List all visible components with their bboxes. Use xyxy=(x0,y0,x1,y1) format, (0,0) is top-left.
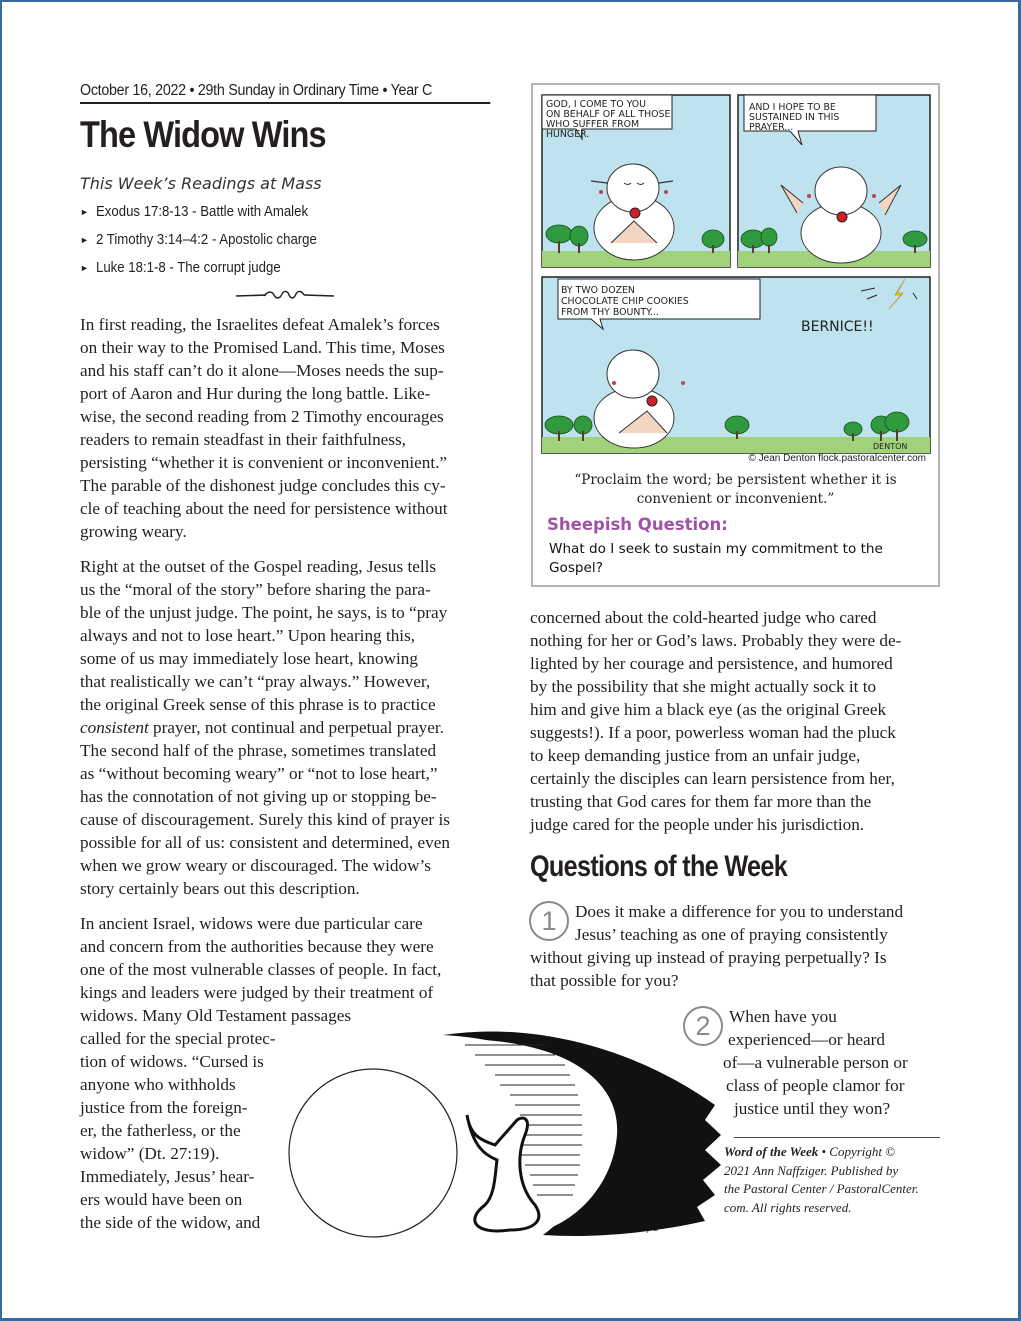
praying-figure-with-moon-icon xyxy=(285,1025,725,1240)
text-line: In first reading, the Israelites defeat Amalek’s forces xyxy=(80,315,440,334)
text-line: cle of teaching about the need for persistence without xyxy=(80,499,448,518)
article-right-column xyxy=(530,606,950,848)
question-line: of—a vulnerable person or xyxy=(723,1053,908,1072)
speech-line: WHO SUFFER FROM xyxy=(546,119,640,130)
reading-item xyxy=(80,231,347,259)
text-line: widows. Many Old Testament passages xyxy=(80,1006,352,1025)
page-title: The Widow Wins xyxy=(80,114,326,155)
speech-line: PRAYER... xyxy=(749,122,794,133)
footer-divider xyxy=(734,1137,940,1138)
comic-panel-3 xyxy=(542,277,930,453)
emphasis: consistent xyxy=(80,718,154,737)
text-line: has the connotation of not giving up or stopping be- xyxy=(80,787,437,806)
shout-text: BERNICE!! xyxy=(801,319,874,335)
text-line: some of us may immediately lose heart, knowing xyxy=(80,649,418,668)
text-line: trusting that God cares for them far more than the xyxy=(530,792,872,811)
text-line: readers to remain steadfast in their faithfulness, xyxy=(80,430,406,449)
question-2-text xyxy=(722,1005,908,1120)
text-line: ers would have been on xyxy=(80,1190,243,1209)
question-line: class of people clamor for xyxy=(726,1076,905,1095)
text-line: justice from the foreign- xyxy=(80,1098,248,1117)
comic-panel-2 xyxy=(738,95,930,267)
text-line: the original Greek sense of this phrase is to practice xyxy=(80,695,436,714)
questions-title: Questions of the Week xyxy=(530,850,788,883)
text-line: tion of widows. “Cursed is xyxy=(80,1052,264,1071)
speech-line: AND I HOPE TO BE xyxy=(749,102,836,113)
copyright-line: the Pastoral Center / PastoralCenter. xyxy=(724,1181,919,1196)
text-line: story certainly bears out this description. xyxy=(80,879,360,898)
text-line: him and give him a black eye (as the original Greek xyxy=(530,700,887,719)
text-line: persisting “whether it is convenient or inconvenient.” xyxy=(80,453,448,472)
text-line: suggests!). If a poor, powerless woman had the pluck xyxy=(530,723,896,742)
publication-name: Word of the Week xyxy=(724,1144,819,1159)
speech-line: BY TWO DOZEN xyxy=(561,285,635,296)
text-line: ble of the unjust judge. The point, he says, is to “pray xyxy=(80,603,448,622)
text-line: wise, the second reading from 2 Timothy encourages xyxy=(80,407,444,426)
text-line: one of the most vulnerable classes of people. In fact, xyxy=(80,960,442,979)
quote-line: “Proclaim the word; be persistent whether it is xyxy=(574,472,897,488)
text-line: certainly the disciples can learn persistence from her, xyxy=(530,769,895,788)
triangle-bullet-icon: ► xyxy=(80,263,89,273)
comic-credit: © Jean Denton flock.pastoralcenter.com xyxy=(748,453,926,464)
illustration-signature: JFD xyxy=(647,1225,659,1233)
text-line: growing weary. xyxy=(80,522,187,541)
copyright-line: 2021 Ann Naffziger. Published by xyxy=(724,1162,899,1178)
article-paragraph-2 xyxy=(80,555,500,900)
question-line: without giving up instead of praying perpetually? Is xyxy=(530,948,887,967)
text-line: kings and leaders were judged by their treatment of xyxy=(80,983,434,1002)
text-line: anyone who withholds xyxy=(80,1075,236,1094)
article-paragraph-1 xyxy=(80,313,500,543)
question-line: justice until they won? xyxy=(734,1099,891,1118)
text-line: In ancient Israel, widows were due particular care xyxy=(80,914,423,933)
speech-line: CHOCOLATE CHIP COOKIES xyxy=(561,296,689,307)
text-line: cause of discouragement. Surely this kind of prayer is xyxy=(80,810,450,829)
readings-list xyxy=(80,203,347,287)
text-line: that realistically we can’t “pray always.” However, xyxy=(80,672,431,691)
article-paragraph-4 xyxy=(530,606,950,836)
speech-line: HUNGER. xyxy=(546,129,590,140)
question-number-1: 1 xyxy=(529,901,569,941)
copyright-line: • Copyright © xyxy=(821,1144,896,1159)
quote-line: convenient or inconvenient.” xyxy=(636,491,835,507)
flourish-divider-icon xyxy=(236,289,334,301)
question-line: experienced—or heard xyxy=(728,1030,885,1049)
copyright-notice xyxy=(724,1143,954,1217)
sheepish-question-text: What do I seek to sustain my commitment to the Gospel? xyxy=(549,541,883,576)
text-line: and concern from the authorities because they were xyxy=(80,937,434,956)
text-line: us the “moral of the story” before sharing the para- xyxy=(80,580,431,599)
comic-quote xyxy=(533,471,938,509)
comic-box xyxy=(531,83,940,587)
text-line: judge cared for the people under his jurisdiction. xyxy=(530,815,865,834)
reading-label: 2 Timothy 3:14–4:2 - Apostolic charge xyxy=(95,231,317,248)
triangle-bullet-icon: ► xyxy=(80,235,89,245)
question-number-2: 2 xyxy=(683,1006,723,1046)
comic-strip xyxy=(541,93,932,461)
text-line: and his staff can’t do it alone—Moses needs the sup- xyxy=(80,361,444,380)
text-line: Right at the outset of the Gospel reading, Jesus tells xyxy=(80,557,437,576)
text-line: nothing for her or God’s laws. Probably they were de- xyxy=(530,631,902,650)
text-line: as “without becoming weary” or “not to lose heart,” xyxy=(80,764,438,783)
text-line: er, the fatherless, or the xyxy=(80,1121,241,1140)
text-line: The second half of the phrase, sometimes translated xyxy=(80,741,437,760)
comic-signature: DENTON xyxy=(873,442,908,451)
text-line: by the possibility that she might actually sock it to xyxy=(530,677,877,696)
speech-line: FROM THY BOUNTY... xyxy=(561,307,659,318)
reading-label: Exodus 17:8-13 - Battle with Amalek xyxy=(95,203,308,220)
question-line: When have you xyxy=(729,1007,837,1026)
text-line: lighted by her courage and persistence, and humored xyxy=(530,654,893,673)
speech-line: ON BEHALF OF ALL THOSE xyxy=(546,109,671,120)
reading-label: Luke 18:1-8 - The corrupt judge xyxy=(95,259,281,276)
text-line: possible for all of us: consistent and determined, even xyxy=(80,833,450,852)
question-line: that possible for you? xyxy=(530,971,679,990)
question-1-text xyxy=(530,900,903,992)
text-line: to keep demanding justice from an unfair judge, xyxy=(530,746,861,765)
text-line: widow” (Dt. 27:19). xyxy=(80,1144,220,1163)
question-line: Jesus’ teaching as one of praying consistently xyxy=(575,925,888,944)
copyright-line: com. All rights reserved. xyxy=(724,1199,852,1215)
text-line: when we grow weary or discouraged. The widow’s xyxy=(80,856,431,875)
triangle-bullet-icon: ► xyxy=(80,207,89,217)
readings-heading: This Week’s Readings at Mass xyxy=(80,174,322,193)
text-line: port of Aaron and Hur during the long battle. Like- xyxy=(80,384,431,403)
text-line: concerned about the cold-hearted judge who cared xyxy=(530,608,877,627)
question-line: Does it make a difference for you to understand xyxy=(575,902,904,921)
text-line: called for the special protec- xyxy=(80,1029,276,1048)
reading-item xyxy=(80,259,347,287)
speech-line: SUSTAINED IN THIS xyxy=(749,112,840,123)
text-line: Immediately, Jesus’ hear- xyxy=(80,1167,255,1186)
text-line: on their way to the Promised Land. This time, Moses xyxy=(80,338,445,357)
text-line: The parable of the dishonest judge concludes this cy- xyxy=(80,476,446,495)
speech-line: GOD, I COME TO YOU xyxy=(546,99,647,110)
text-line: the side of the widow, and xyxy=(80,1213,261,1232)
sheepish-question-title: Sheepish Question: xyxy=(547,515,728,534)
dateline: October 16, 2022 • 29th Sunday in Ordinary Time • Year C xyxy=(80,82,490,104)
comic-panel-1 xyxy=(542,95,730,267)
reading-item xyxy=(80,203,347,231)
text-line: always and not to lose heart.” Upon hearing this, xyxy=(80,626,416,645)
text-line: consistent prayer, not continual and perpetual prayer. xyxy=(80,718,444,737)
